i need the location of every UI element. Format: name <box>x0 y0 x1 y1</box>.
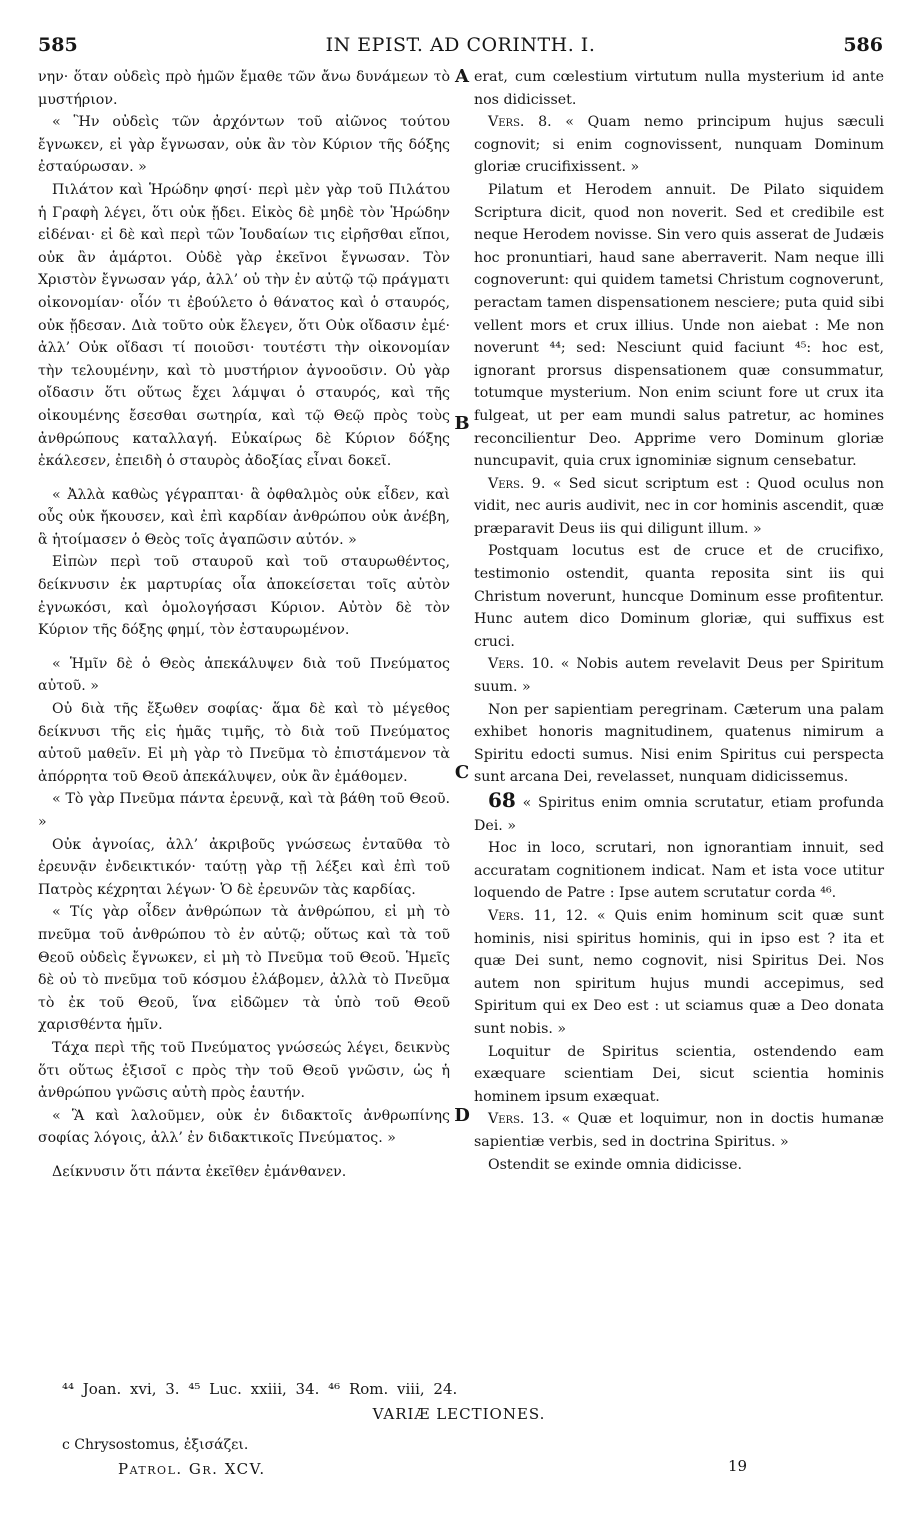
greek-paragraph: νην· ὅταν οὐδεὶς πρὸ ἡμῶν ἔμαθε τῶν ἄνω δυνάμεων τὸ μυστήριον. <box>38 69 450 108</box>
latin-paragraph: erat, cum cœlestium virtutum nulla mysterium id ante nos didicisset. <box>474 69 884 108</box>
greek-paragraph: « Ἣν οὐδεὶς τῶν ἀρχόντων τοῦ αἰῶνος τούτου ἔγνωκεν, εἰ γὰρ ἔγνωσαν, οὐκ ἂν τὸν Κύριον τῆς δόξης ἐσταύρωσαν. » <box>38 114 450 176</box>
running-title: IN EPIST. AD CORINTH. I. <box>325 34 596 56</box>
verse-text: « Quis enim hominum scit quæ sunt hominis, nisi spiritus hominis, qui in ipso est ? ita et quæ Dei sunt, nemo cognovit, nisi Spiritus Dei. Nos autem non spiritum hujus mundi accepimus, sed Spiritum qui ex Deo est : ut sciamus quæ a Deo donata sunt nobis. » <box>474 907 884 1037</box>
section-marker-c: C <box>454 762 470 783</box>
latin-paragraph: Postquam locutus est de cruce et de crucifixo, testimonio ostendit, quanta reposita sint iis qui Christum noverunt, huncque Dominum esse profitentur. Hunc autem dico Dominum gloriæ, qui suffixus est cruci. <box>474 543 884 650</box>
greek-paragraph: « Τὸ γὰρ Πνεῦμα πάντα ἐρευνᾷ, καὶ τὰ βάθη τοῦ Θεοῦ. » <box>38 791 450 830</box>
column-number: 68 <box>488 788 516 812</box>
latin-paragraph: Loquitur de Spiritus scientia, ostendendo eam exæquare scientiam Dei, sicut scientia hominis hominem ipsum exæquat. <box>474 1043 884 1105</box>
variae-lectiones-title: VARIÆ LECTIONES. <box>372 1405 546 1423</box>
latin-paragraph: Hoc in loco, scrutari, non ignorantiam innuit, sed accuratam cognitionem indicat. Nam et ista voce utitur loquendo de Patre : Ipse autem scrutatur corda ⁴⁶. <box>474 840 884 902</box>
variant-note: c Chrysostomus, ἐξισάζει. <box>62 1437 249 1453</box>
verse-label: Vers. 8. <box>488 114 552 131</box>
verse-text: « Sed sicut scriptum est : Quod oculus non vidit, nec auris audivit, nec in cor hominis ascendit, quæ præparavit Deus iis qui diligunt illum. » <box>474 475 884 537</box>
greek-paragraph: « Ἡμῖν δὲ ὁ Θεὸς ἀπεκάλυψεν διὰ τοῦ Πνεύματος αὐτοῦ. » <box>38 655 450 695</box>
greek-paragraph: Πιλάτον καὶ Ἡρώδην φησί· περὶ μὲν γὰρ τοῦ Πιλάτου ἡ Γραφὴ λέγει, ὅτι οὐκ ᾔδει. Εἰκὸς δὲ μηδὲ τὸν Ἡρώδην εἰδέναι· εἰ δὲ καὶ περὶ τῶν Ἰουδαίων τις εἰρῆσθαι εἴποι, οὐκ ἂν ἁμάρτοι. Οὐδὲ γὰρ ἐκεῖνοι ἔγνωσαν. Τὸν Χριστὸν ἔγνωσαν γάρ, ἀλλ’ οὐ τὴν ἐν αὐτῷ τῷ πράγματι οἰκονομίαν· οἷόν τι ἐβούλετο ὁ θάνατος καὶ ὁ σταυρός, οὐκ ᾔδεσαν. Διὰ τοῦτο οὐκ ἔλεγεν, ὅτι Οὐκ οἴδασιν ἐμέ· ἀλλ’ Οὐκ οἴδασι τί ποιοῦσι· τουτέστι τὴν οἰκονομίαν τὴν τελουμένην, καὶ τὸ μυστήριον ἀγνοοῦσιν. Οὐ γὰρ οἴδασιν ὅτι οὕτως ἔχει λάμψαι ὁ σταυρός, καὶ τῆς οἰκουμένης ἔσεσθαι σωτηρία, καὶ τῷ Θεῷ πρὸς τοὺς ἀνθρώπους καταλλαγή. Εὐκαίρως δὲ Κύριον δόξης ἐκάλεσεν, ἐπειδὴ ὁ σταυρὸς ἀδοξίας εἶναι δοκεῖ. <box>38 181 450 470</box>
verse-text: « Nobis autem revelavit Deus per Spiritum suum. » <box>474 656 884 696</box>
latin-paragraph: Pilatum et Herodem annuit. De Pilato siquidem Scriptura dicit, quod non noverit. Sed et credibile est neque Herodem novisse. Sin vero quis asserat de Judæis hoc pronuntiari, haud sane aberraverit. Nam neque illi cognoverunt: qui quidem tametsi Christum cognoverunt, peractam tamen dispensationem nesciere; puta quid sibi vellent mors et crux illius. Unde non aiebat : Me non noverunt ⁴⁴; sed: Nesciunt quid faciunt ⁴⁵: hoc est, ignorant prorsus dispensationem quæ consummatur, totumque mysterium. Non enim sciunt fore ut crux ita fulgeat, ut per eam mundi salus patretur, ac homines reconcilientur Deo. Apprime vero Dominum gloriæ nuncupavit, quia crux ignominiæ signum censebatur. <box>474 181 884 470</box>
verse-label: Vers. 11, 12. <box>488 907 588 924</box>
section-marker-b: B <box>454 413 470 434</box>
latin-verse <box>474 473 884 541</box>
patrologia-signature: Patrol. Gr. XCV. <box>118 1460 266 1478</box>
latin-column <box>474 66 884 1176</box>
latin-verse <box>474 1108 884 1153</box>
greek-column <box>38 66 450 1184</box>
latin-paragraph: Non per sapientiam peregrinam. Cæterum una palam exhibet honoris magnitudinem, quatenus nimirum a Spiritu edocti sumus. Nisi enim Spiritus cui perspecta sunt arcana Dei, revelasset, nunquam didicissemus. <box>474 701 884 786</box>
verse-text: « Quæ et loquimur, non in doctis humanæ sapientiæ verbis, sed in doctrina Spiritus. » <box>474 1111 885 1150</box>
latin-verse <box>474 111 884 179</box>
greek-paragraph: Εἰπὼν περὶ τοῦ σταυροῦ καὶ τοῦ σταυρωθέντος, δείκνυσιν ἐκ μαρτυρίας οἷα ἀποκείσεται τοῖς αὐτὸν ἐγνωκόσι, καὶ ὁμολογήσασι Κύριον. Αὐτὸν δὲ τὸν Κύριον τῆς δόξης φημί, τὸν ἐσταυρωμένον. <box>38 554 450 639</box>
verse-text: « Spiritus enim omnia scrutatur, etiam profunda Dei. » <box>474 795 884 834</box>
section-marker-a: A <box>455 66 469 87</box>
latin-verse <box>474 789 884 837</box>
page-header <box>38 34 883 60</box>
verse-text: « Quam nemo principum hujus sæculi cognovit; si enim cognovissent, nunquam Dominum gloriæ crucifixissent. » <box>474 114 884 176</box>
greek-paragraph: « Τίς γὰρ οἶδεν ἀνθρώπων τὰ ἀνθρώπου, εἰ μὴ τὸ πνεῦμα τοῦ ἀνθρώπου τὸ ἐν αὐτῷ; οὕτως καὶ τὰ τοῦ Θεοῦ οὐδεὶς ἔγνωκεν, εἰ μὴ τὸ Πνεῦμα τοῦ Θεοῦ. Ἡμεῖς δὲ οὐ τὸ πνεῦμα τοῦ κόσμου ἐλάβομεν, ἀλλὰ τὸ Πνεῦμα τὸ ἐκ τοῦ Θεοῦ, ἵνα εἰδῶμεν τὰ ὑπὸ τοῦ Θεοῦ χαρισθέντα ἡμῖν. <box>38 904 450 1034</box>
greek-paragraph: « Ἀλλὰ καθὼς γέγραπται· ἃ ὀφθαλμὸς οὐκ εἶδεν, καὶ οὖς οὐκ ἤκουσεν, καὶ ἐπὶ καρδίαν ἀνθρώπου οὐκ ἀνέβη, ἃ ἡτοίμασεν ὁ Θεὸς τοῖς ἀγαπῶσιν αὐτόν. » <box>38 486 450 548</box>
latin-verse <box>474 905 884 1041</box>
greek-paragraph: Οὐκ ἀγνοίας, ἀλλ’ ἀκριβοῦς γνώσεως ἐνταῦθα τὸ ἐρευνᾷν ἐνδεικτικόν· ταύτῃ γὰρ τῇ λέξει καὶ ἐπὶ τοῦ Πατρὸς κέχρηται λέγων· Ὁ δὲ ἐρευνῶν τὰς καρδίας. <box>38 836 450 898</box>
greek-paragraph: Δείκνυσιν ὅτι πάντα ἐκεῖθεν ἐμάνθανεν. <box>52 1163 347 1180</box>
greek-paragraph: Οὐ διὰ τῆς ἔξωθεν σοφίας· ἅμα δὲ καὶ τὸ μέγεθος δείκνυσι τῆς εἰς ἡμᾶς τιμῆς, τὸ διὰ τοῦ Πνεύματος αὐτοῦ μαθεῖν. Εἰ μὴ γὰρ τὸ Πνεῦμα τὸ ἐπιστάμενον τὰ ἀπόρρητα τοῦ Θεοῦ ἀπεκάλυψεν, οὐκ ἂν ἐμάθομεν. <box>38 701 450 785</box>
latin-verse <box>474 653 884 698</box>
greek-paragraph: Τάχα περὶ τῆς τοῦ Πνεύματος γνώσεώς λέγει, δεικνὺς ὅτι οὕτως ἐξισοῖ c πρὸς τὴν τοῦ Θεοῦ γνῶσιν, ὡς ἡ ἀνθρώπου γνῶσις αὐτὴ πρὸς ἑαυτήν. <box>38 1039 450 1102</box>
verse-label: Vers. 13. <box>488 1111 555 1128</box>
gathering-number: 19 <box>728 1457 748 1475</box>
section-marker-d: D <box>454 1105 470 1126</box>
verse-label: Vers. 9. <box>488 475 546 492</box>
verse-label: Vers. 10. <box>488 656 554 673</box>
greek-paragraph: « Ἃ καὶ λαλοῦμεν, οὐκ ἐν διδακτοῖς ἀνθρωπίνης σοφίας λόγοις, ἀλλ’ ἐν διδακτικοῖς Πνεύματος. » <box>38 1107 450 1147</box>
footnotes: ⁴⁴ Joan. xvi, 3. ⁴⁵ Luc. xxiii, 34. ⁴⁶ Rom. viii, 24. <box>62 1380 458 1398</box>
page-number-right: 586 <box>843 34 883 56</box>
latin-paragraph: Ostendit se exinde omnia didicisse. <box>488 1156 743 1173</box>
page-number-left: 585 <box>38 34 78 56</box>
